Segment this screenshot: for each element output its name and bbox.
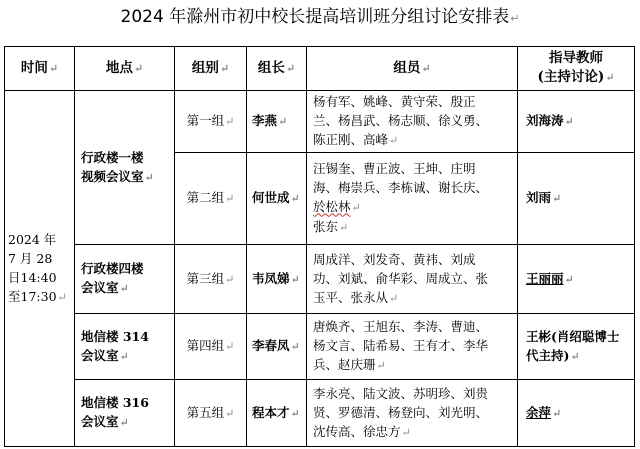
paragraph-mark-icon: ↵	[339, 221, 349, 235]
place-line: 会议室	[81, 347, 119, 363]
paragraph-mark-icon: ↵	[144, 170, 154, 184]
paragraph-mark-icon: ↵	[119, 349, 129, 363]
table-row	[5, 313, 635, 379]
members-cell	[307, 244, 518, 313]
paragraph-mark-icon: ↵	[552, 192, 562, 206]
paragraph-mark-icon: ↵	[290, 272, 300, 286]
place-line: 行政楼一楼	[81, 149, 144, 165]
paragraph-mark-icon: ↵	[225, 192, 235, 206]
header-teacher-line1: 指导教师	[549, 50, 603, 67]
header-teacher-line2: (主持讨论)	[537, 69, 605, 86]
place-line: 视频会议室	[81, 168, 144, 184]
members-line: 杨有军、姚峰、黄守荣、殷正	[313, 94, 476, 110]
paragraph-mark-icon: ↵	[290, 340, 300, 354]
members-line: 李永亮、陆文波、苏明珍、刘贵	[313, 385, 489, 401]
header-teacher	[518, 47, 635, 91]
time-line: 2024 年	[8, 231, 57, 247]
group-cell: 第一组↵	[175, 90, 247, 152]
members-line: 汪锡奎、曹正波、王坤、庄明	[313, 161, 476, 177]
paragraph-mark-icon: ↵	[48, 61, 59, 75]
place-cell	[75, 379, 175, 446]
paragraph-mark-icon: ↵	[389, 291, 399, 305]
time-cell	[5, 90, 75, 446]
paragraph-mark-icon: ↵	[290, 192, 300, 206]
paragraph-mark-icon: ↵	[290, 406, 300, 420]
members-line: 周成洋、刘发奇、黄祎、刘成	[313, 251, 476, 267]
place-cell	[75, 313, 175, 379]
teacher-cell: 王丽丽↵	[518, 244, 635, 313]
table-row	[5, 90, 635, 152]
group-cell: 第二组↵	[175, 152, 247, 244]
paragraph-mark-icon: ↵	[119, 416, 129, 430]
place-line: 行政楼四楼	[81, 261, 144, 277]
leader-cell: 程本才↵	[247, 379, 307, 446]
paragraph-mark-icon: ↵	[57, 290, 67, 304]
leader-cell: 李燕↵	[247, 90, 307, 152]
place-line: 会议室	[81, 414, 119, 430]
members-line: 张东	[313, 219, 339, 235]
teacher-cell: 刘雨↵	[518, 152, 635, 244]
teacher-cell: 刘海涛↵	[518, 90, 635, 152]
members-line: 功、刘斌、俞华彩、周成立、张	[313, 270, 489, 286]
paragraph-mark-icon: ↵	[225, 340, 235, 354]
group-cell: 第四组↵	[175, 313, 247, 379]
paragraph-mark-icon: ↵	[552, 406, 562, 420]
group-cell: 第五组↵	[175, 379, 247, 446]
schedule-table	[4, 46, 635, 447]
paragraph-mark-icon: ↵	[278, 115, 288, 129]
title-text: 2024 年滁州市初中校长提高培训班分组讨论安排表	[120, 7, 510, 27]
members-cell	[307, 152, 518, 244]
time-line: 日14:40	[8, 269, 57, 285]
paragraph-mark-icon: ↵	[285, 61, 296, 75]
paragraph-mark-icon: ↵	[389, 134, 399, 148]
place-line: 会议室	[81, 280, 119, 296]
members-line: 唐焕齐、王旭东、李涛、曹迪、	[313, 319, 489, 335]
time-line: 7 月 28	[8, 250, 53, 266]
leader-cell: 何世成↵	[247, 152, 307, 244]
place-line: 地信楼 316	[81, 395, 149, 411]
paragraph-mark-icon: ↵	[376, 359, 386, 373]
header-time: 时间↵	[5, 47, 75, 91]
members-cell	[307, 379, 518, 446]
page-title	[0, 4, 640, 30]
paragraph-mark-icon: ↵	[219, 61, 230, 75]
members-cell	[307, 313, 518, 379]
members-line: 贤、罗德清、杨登向、刘光明、	[313, 404, 489, 420]
paragraph-mark-icon: ↵	[564, 115, 574, 129]
paragraph-mark-icon: ↵	[133, 61, 144, 75]
paragraph-mark-icon: ↵	[225, 115, 235, 129]
members-line: 玉平、张永从	[313, 289, 389, 305]
paragraph-mark-icon: ↵	[605, 71, 615, 85]
teacher-line: 代主持)	[526, 347, 570, 363]
members-line: 兵、赵庆珊	[313, 357, 376, 373]
teacher-cell: 余萍↵	[518, 379, 635, 446]
members-line: 兰、杨昌武、杨志顺、徐义勇、	[313, 113, 489, 129]
members-line: 沈传高、徐忠方	[313, 423, 401, 439]
teacher-line: 王彬(肖绍聪博士	[526, 328, 620, 344]
leader-cell: 韦凤娣↵	[247, 244, 307, 313]
paragraph-mark-icon: ↵	[351, 201, 361, 215]
group-cell: 第三组↵	[175, 244, 247, 313]
paragraph-mark-icon: ↵	[510, 12, 520, 25]
table-row	[5, 244, 635, 313]
paragraph-mark-icon: ↵	[119, 282, 129, 296]
teacher-cell	[518, 313, 635, 379]
paragraph-mark-icon: ↵	[421, 61, 431, 75]
paragraph-mark-icon: ↵	[401, 425, 411, 439]
paragraph-mark-icon: ↵	[225, 272, 235, 286]
table-header-row	[5, 47, 635, 91]
place-cell	[75, 244, 175, 313]
paragraph-mark-icon: ↵	[570, 349, 580, 363]
table-row	[5, 379, 635, 446]
members-line: 陈正刚、高峰	[313, 132, 389, 148]
members-line: 於松林	[313, 199, 351, 215]
header-leader: 组长↵	[247, 47, 307, 91]
header-place: 地点↵	[75, 47, 175, 91]
place-cell	[75, 90, 175, 244]
paragraph-mark-icon: ↵	[225, 406, 235, 420]
time-line: 至17:30	[8, 288, 57, 304]
members-line: 杨文言、陆希易、王有才、李华	[313, 338, 489, 354]
members-line: 海、梅崇兵、李栋诚、谢长庆、	[313, 180, 489, 196]
header-members: 组员↵	[307, 47, 518, 91]
paragraph-mark-icon: ↵	[564, 272, 574, 286]
place-line: 地信楼 314	[81, 328, 149, 344]
header-group: 组别↵	[175, 47, 247, 91]
leader-cell: 李春凤↵	[247, 313, 307, 379]
members-cell	[307, 90, 518, 152]
